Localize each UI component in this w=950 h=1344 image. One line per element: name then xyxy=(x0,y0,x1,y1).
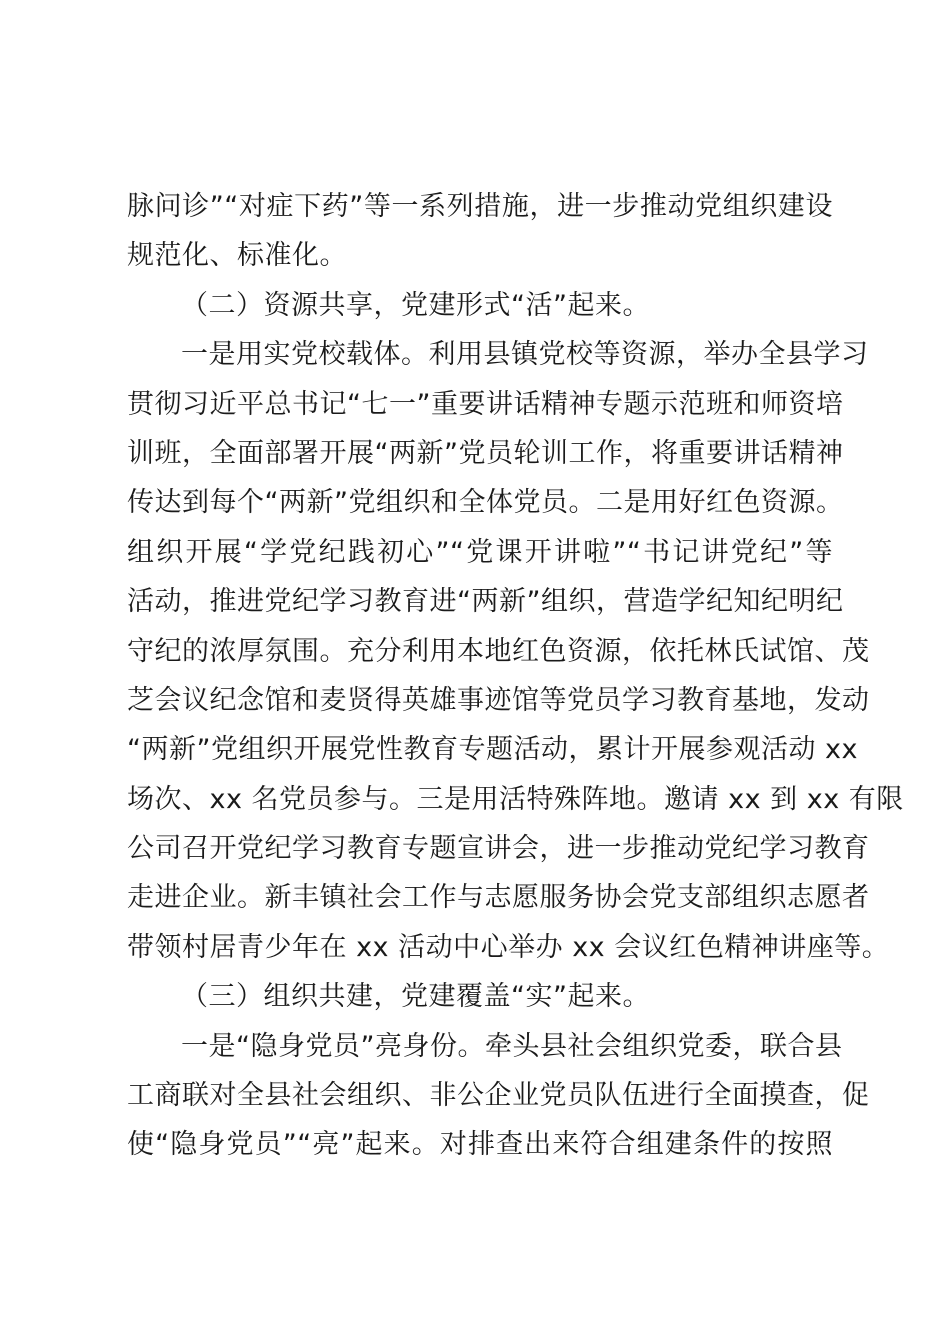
paragraph-line: 规范化、标准化。 xyxy=(127,240,347,272)
paragraph-line: 场次、xx 名党员参与。三是用活特殊阵地。邀请 xx 到 xx 有限 xyxy=(127,783,904,815)
paragraph-line: 公司召开党纪学习教育专题宣讲会，进一步推动党纪学习教育 xyxy=(127,833,870,865)
document-body xyxy=(127,182,904,1170)
paragraph-line: 贯彻习近平总书记“七一”重要讲话精神专题示范班和师资培 xyxy=(127,388,844,420)
paragraph-line: 一是“隐身党员”亮身份。牵头县社会组织党委，联合县 xyxy=(181,1030,843,1062)
paragraph-line: 带领村居青少年在 xx 活动中心举办 xx 会议红色精神讲座等。 xyxy=(127,931,890,963)
paragraph-line: “两新”党组织开展党性教育专题活动，累计开展参观活动 xx xyxy=(127,734,859,766)
section-heading: （三）组织共建，党建覆盖“实”起来。 xyxy=(181,981,650,1013)
paragraph-line: 脉问诊”“对症下药”等一系列措施，进一步推动党组织建设 xyxy=(127,191,833,222)
paragraph-line: 活动，推进党纪学习教育进“两新”组织，营造学纪知纪明纪 xyxy=(127,586,844,618)
paragraph-line: 守纪的浓厚氛围。充分利用本地红色资源，依托林氏试馆、茂 xyxy=(127,635,870,667)
paragraph-line: 一是用实党校载体。利用县镇党校等资源，举办全县学习 xyxy=(181,339,869,371)
paragraph-line: 使“隐身党员”“亮”起来。对排查出来符合组建条件的按照 xyxy=(127,1129,833,1161)
paragraph-line: 芝会议纪念馆和麦贤得英雄事迹馆等党员学习教育基地，发动 xyxy=(127,684,870,716)
paragraph-line: 组织开展“学党纪践初心”“党课开讲啦”“书记讲党纪”等 xyxy=(127,536,833,568)
paragraph-line: 训班，全面部署开展“两新”党员轮训工作，将重要讲话精神 xyxy=(127,437,844,469)
section-heading: （二）资源共享，党建形式“活”起来。 xyxy=(181,289,650,321)
paragraph-line: 工商联对全县社会组织、非公企业党员队伍进行全面摸查，促 xyxy=(127,1080,870,1112)
paragraph-line: 传达到每个“两新”党组织和全体党员。二是用好红色资源。 xyxy=(127,487,844,519)
paragraph-line: 走进企业。新丰镇社会工作与志愿服务协会党支部组织志愿者 xyxy=(127,882,870,914)
